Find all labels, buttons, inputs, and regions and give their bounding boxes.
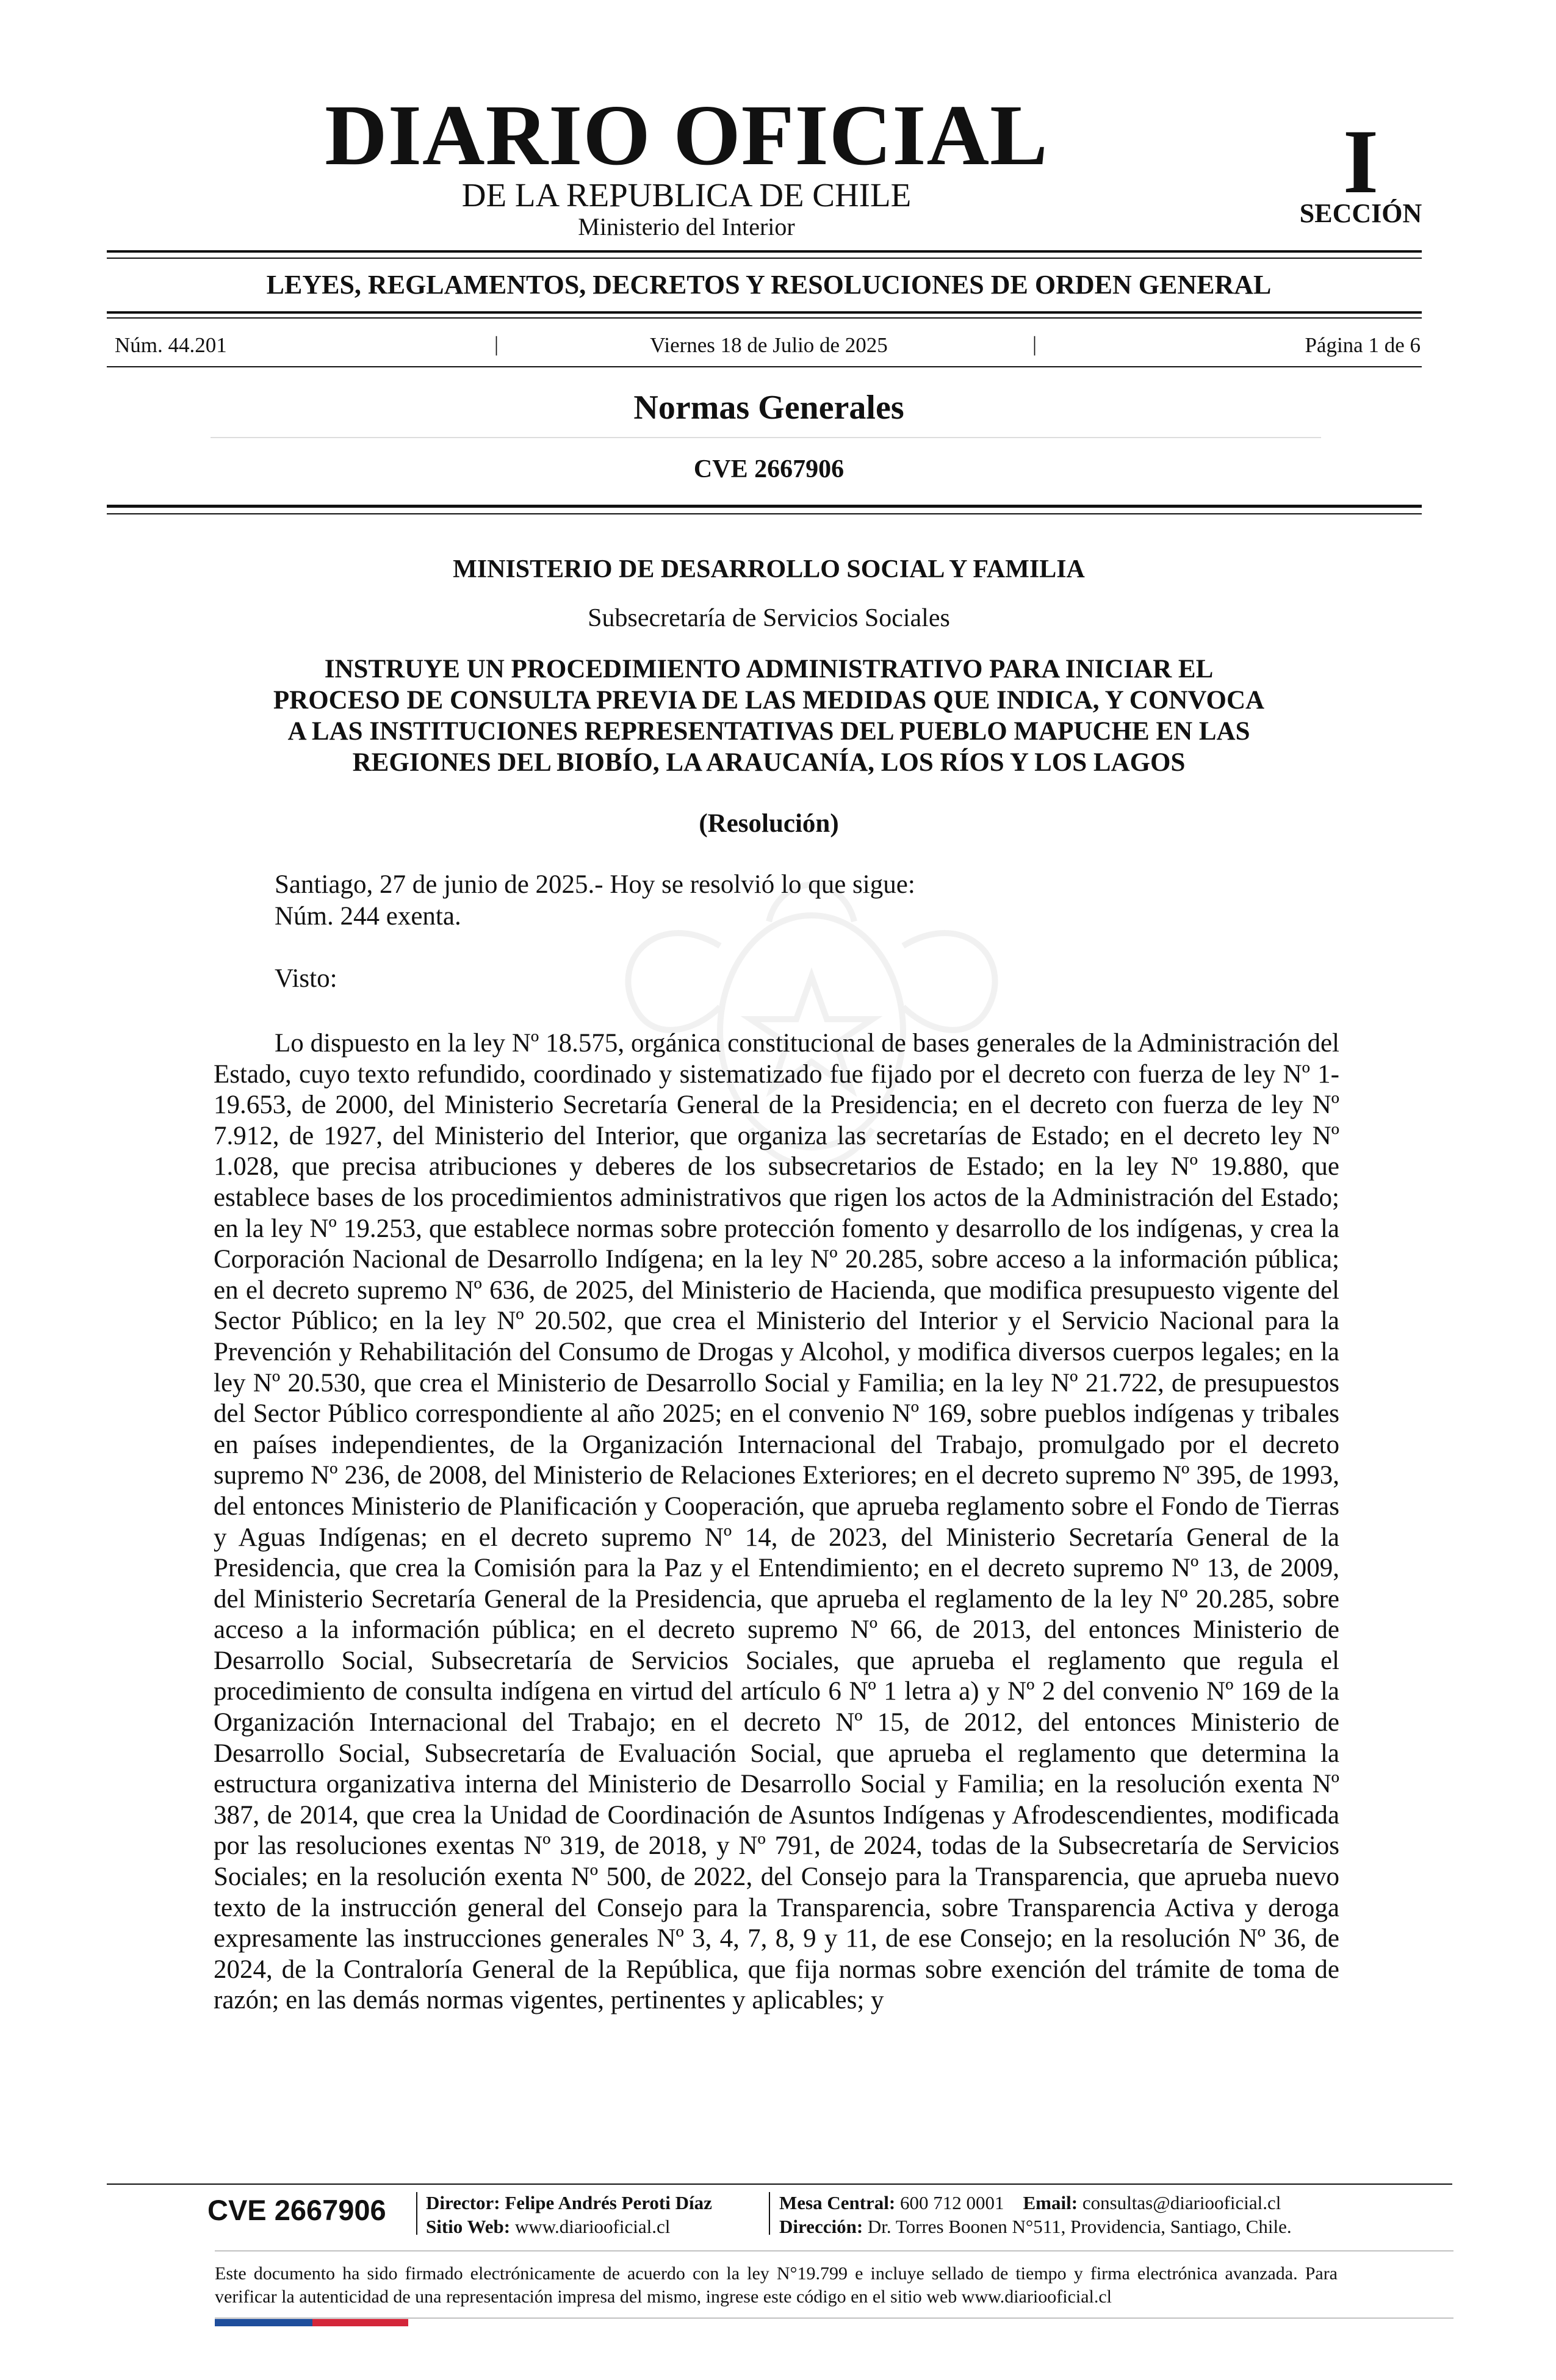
- document-title: [201, 654, 1336, 778]
- footer-signature-note: Este documento ha sido firmado electrónicamente de acuerdo con la ley N°19.799 e incluye sellado de tiempo y firma electrónica avanzada. Para verificar la autenticidad de una representación impresa del mismo, ingrese este código en el sitio web www.diariooficial.cl: [215, 2263, 1338, 2307]
- page-counter: Página 1 de 6: [1305, 333, 1421, 357]
- email-link[interactable]: consultas@diariooficial.cl: [1082, 2192, 1281, 2213]
- visto-paragraph: Lo dispuesto en la ley Nº 18.575, orgánica constitucional de bases generales de la Administración del Estado, cuyo texto refundido, coordinado y sistematizado fue fijado por el decreto con fuerza de ley Nº 1-19.653, de 2000, del Ministerio Secretaría General de la Presidencia; en el decreto con fuerza de ley Nº 7.912, de 1927, del Ministerio del Interior, que organiza las secretarías de Estado; en el decreto ley Nº 1.028, que precisa atribuciones y deberes de los subsecretarios de Estado; en la ley Nº 19.880, que establece bases de los procedimientos administrativos que rigen los actos de la Administración del Estado; en la ley Nº 19.253, que establece normas sobre protección fomento y desarrollo de los indígenas, y crea la Corporación Nacional de Desarrollo Indígena; en la ley Nº 20.285, sobre acceso a la información pública; en el decreto supremo Nº 636, de 2025, del Ministerio de Hacienda, que modifica presupuesto vigente del Sector Público; en la ley Nº 20.502, que crea el Ministerio del Interior y el Servicio Nacional para la Prevención y Rehabilitación del Consumo de Drogas y Alcohol, y modifica diversos cuerpos legales; en la ley Nº 20.530, que crea el Ministerio de Desarrollo Social y Familia; en la ley Nº 21.722, de presupuestos del Sector Público correspondiente al año 2025; en el convenio Nº 169, sobre pueblos indígenas y tribales en países independientes, de la Organización Internacional del Trabajo, promulgado por el decreto supremo Nº 236, de 2008, del Ministerio de Relaciones Exteriores; en el decreto supremo Nº 395, de 1993, del entonces Ministerio de Planificación y Cooperación, que aprueba reglamento sobre el Fondo de Tierras y Aguas Indígenas; en el decreto supremo Nº 14, de 2023, del Ministerio Secretaría General de la Presidencia, que crea la Comisión para la Paz y el Entendimiento; en el decreto supremo Nº 13, de 2009, del Ministerio Secretaría General de la Presidencia, que aprueba el reglamento de la ley Nº 20.285, sobre acceso a la información pública; en el decreto supremo Nº 66, de 2013, del entonces Ministerio de Desarrollo Social, Subsecretaría de Servicios Sociales, que aprueba el reglamento que regula el procedimiento de consulta indígena en virtud del artículo 6 Nº 1 letra a) y Nº 2 del convenio Nº 169 de la Organización Internacional del Trabajo; en el decreto Nº 15, de 2012, del entonces Ministerio de Desarrollo Social, Subsecretaría de Evaluación Social, que aprueba el reglamento que determina la estructura organizativa interna del Ministerio de Desarrollo Social y Familia; en la resolución exenta Nº 387, de 2014, que crea la Unidad de Coordinación de Asuntos Indígenas y Afrodescendientes, modificada por las resoluciones exentas Nº 319, de 2018, y Nº 791, de 2024, todas de la Subsecretaría de Servicios Sociales; en la resolución exenta Nº 500, de 2022, del Consejo para la Transparencia, que aprueba nuevo texto de la instrucción general del Consejo para la Transparencia, sobre Transparencia Activa y deroga expresamente las instrucciones generales Nº 3, 4, 7, 8, 9 y 11, de ese Consejo; en la resolución Nº 36, de 2024, de la Contraloría General de la República, que fija normas sobre exención del trámite de toma de razón; en las demás normas vigentes, pertinentes y aplicables; y: [214, 1029, 1339, 2015]
- issuing-ministry: MINISTERIO DE DESARROLLO SOCIAL Y FAMILIA: [453, 555, 1085, 583]
- footer-top-rule: [107, 2183, 1452, 2185]
- masthead-rule-thick: [107, 250, 1422, 253]
- category-rule-thick: [107, 311, 1422, 314]
- issue-rule: [107, 366, 1422, 367]
- category-rule-thin: [107, 317, 1422, 319]
- footer-contact-block: [779, 2191, 1292, 2238]
- place-date-line: Santiago, 27 de junio de 2025.- Hoy se resolvió lo que sigue:: [275, 870, 915, 899]
- resolution-number: Núm. 244 exenta.: [275, 902, 461, 931]
- phone-label: Mesa Central:: [779, 2192, 896, 2213]
- issue-separator-left: |: [494, 332, 499, 356]
- website-link[interactable]: www.diariooficial.cl: [514, 2216, 671, 2237]
- footer-cve-code: CVE 2667906: [207, 2194, 386, 2226]
- document-title-line: A LAS INSTITUCIONES REPRESENTATIVAS DEL PUEBLO MAPUCHE EN LAS: [287, 717, 1250, 746]
- section-number: I: [1342, 111, 1379, 212]
- issue-date: Viernes 18 de Julio de 2025: [650, 333, 888, 357]
- issue-separator-right: |: [1032, 332, 1037, 356]
- newspaper-subtitle: DE LA REPUBLICA DE CHILE: [461, 176, 912, 214]
- section-heading: Normas Generales: [633, 389, 904, 427]
- footer-director-block: [426, 2191, 712, 2238]
- director-label: Director:: [426, 2192, 500, 2213]
- header-bottom-rule-thin: [107, 513, 1422, 514]
- header-bottom-rule-thick: [107, 505, 1422, 508]
- document-title-line: INSTRUYE UN PROCEDIMIENTO ADMINISTRATIVO PARA INICIAR EL: [324, 655, 1214, 683]
- document-title-line: REGIONES DEL BIOBÍO, LA ARAUCANÍA, LOS RÍOS Y LOS LAGOS: [352, 748, 1186, 777]
- website-label: Sitio Web:: [426, 2216, 511, 2237]
- flag-stripe-blue: [215, 2319, 312, 2326]
- category-heading: LEYES, REGLAMENTOS, DECRETOS Y RESOLUCIONES DE ORDEN GENERAL: [266, 270, 1272, 300]
- issuing-subsecretaria: Subsecretaría de Servicios Sociales: [588, 604, 950, 632]
- footer-divider-left: [416, 2192, 417, 2235]
- section-heading-rule: [211, 437, 1321, 438]
- email-label: Email:: [1023, 2192, 1078, 2213]
- issue-number: Núm. 44.201: [115, 333, 227, 357]
- document-type: (Resolución): [699, 809, 839, 838]
- newspaper-title: DIARIO OFICIAL: [325, 87, 1048, 183]
- address-text: Dr. Torres Boonen N°511, Providencia, Santiago, Chile.: [867, 2216, 1292, 2237]
- footer-divider-right: [769, 2192, 770, 2235]
- director-name: Felipe Andrés Peroti Díaz: [505, 2192, 712, 2213]
- phone-number: 600 712 0001: [900, 2192, 1004, 2213]
- document-title-line: PROCESO DE CONSULTA PREVIA DE LAS MEDIDAS QUE INDICA, Y CONVOCA: [273, 686, 1265, 715]
- section-label: SECCIÓN: [1299, 198, 1422, 228]
- masthead-rule-thin: [107, 258, 1422, 259]
- visto-heading: Visto:: [275, 964, 337, 993]
- cve-code: CVE 2667906: [693, 455, 845, 483]
- flag-stripe-red: [312, 2319, 408, 2326]
- newspaper-ministry: Ministerio del Interior: [578, 213, 795, 240]
- address-label: Dirección:: [779, 2216, 863, 2237]
